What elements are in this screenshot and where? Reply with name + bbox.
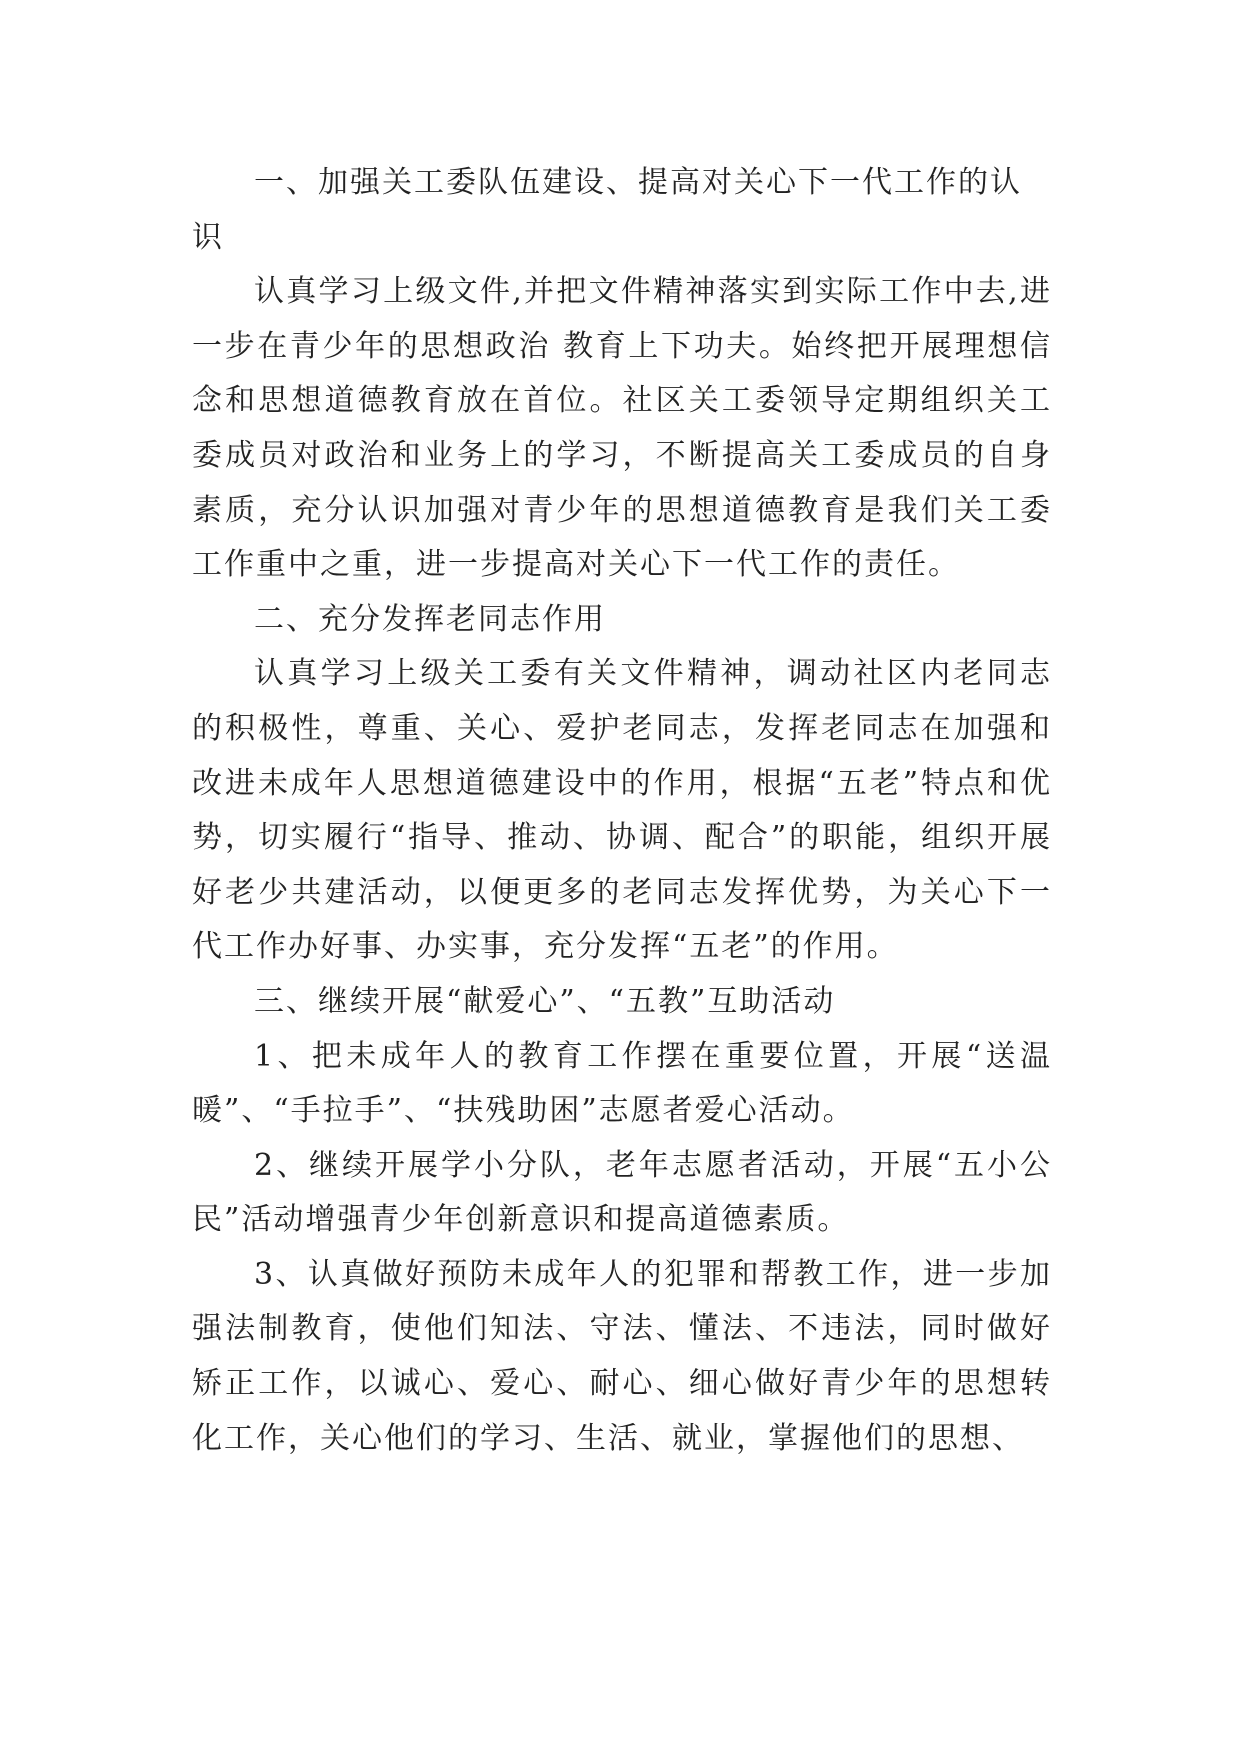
section-2-paragraph: 认真学习上级关工委有关文件精神，调动社区内老同志的积极性，尊重、关心、爱护老同志，发挥老同志在加强和改进未成年人思想道德建设中的作用，根据“五老”特点和优势，切实履行“指导、推动、协调、配合”的职能，组织开展好老少共建活动，以便更多的老同志发挥优势，为关心下一代工作办好事、办实事，充分发挥“五老”的作用。 [192,656,1052,965]
section-heading-3: 三、继续开展“献爱心”、“五教”互助活动 [254,983,836,1019]
section-1-paragraph: 认真学习上级文件,并把文件精神落实到实际工作中去,进一步在青少年的思想政治 教育上下功夫。始终把开展理想信念和思想道德教育放在首位。社区关工委领导定期组织关工委成员对政治和业务上的学习，不断提高关工委成员的自身素质，充分认识加强对青少年的思想道德教育是我们关工委工作重中之重，进一步提高对关心下一代工作的责任。 [192,274,1052,583]
section-heading-2: 二、充分发挥老同志作用 [254,601,606,637]
section-3-item-2: 2、继续开展学小分队，老年志愿者活动，开展“五小公民”活动增强青少年创新意识和提高道德素质。 [192,1147,1052,1238]
section-3-item-1: 1、把未成年人的教育工作摆在重要位置，开展“送温暖”、“手拉手”、“扶残助困”志愿者爱心活动。 [192,1038,1052,1129]
section-heading-1: 一、加强关工委队伍建设、提高对关心下一代工作的认识 [192,165,1022,255]
section-3-item-3: 3、认真做好预防未成年人的犯罪和帮教工作，进一步加强法制教育，使他们知法、守法、懂法、不违法，同时做好矫正工作，以诚心、爱心、耐心、细心做好青少年的思想转化工作，关心他们的学习、生活、就业，掌握他们的思想、 [192,1256,1052,1456]
document-body [192,156,1052,1466]
